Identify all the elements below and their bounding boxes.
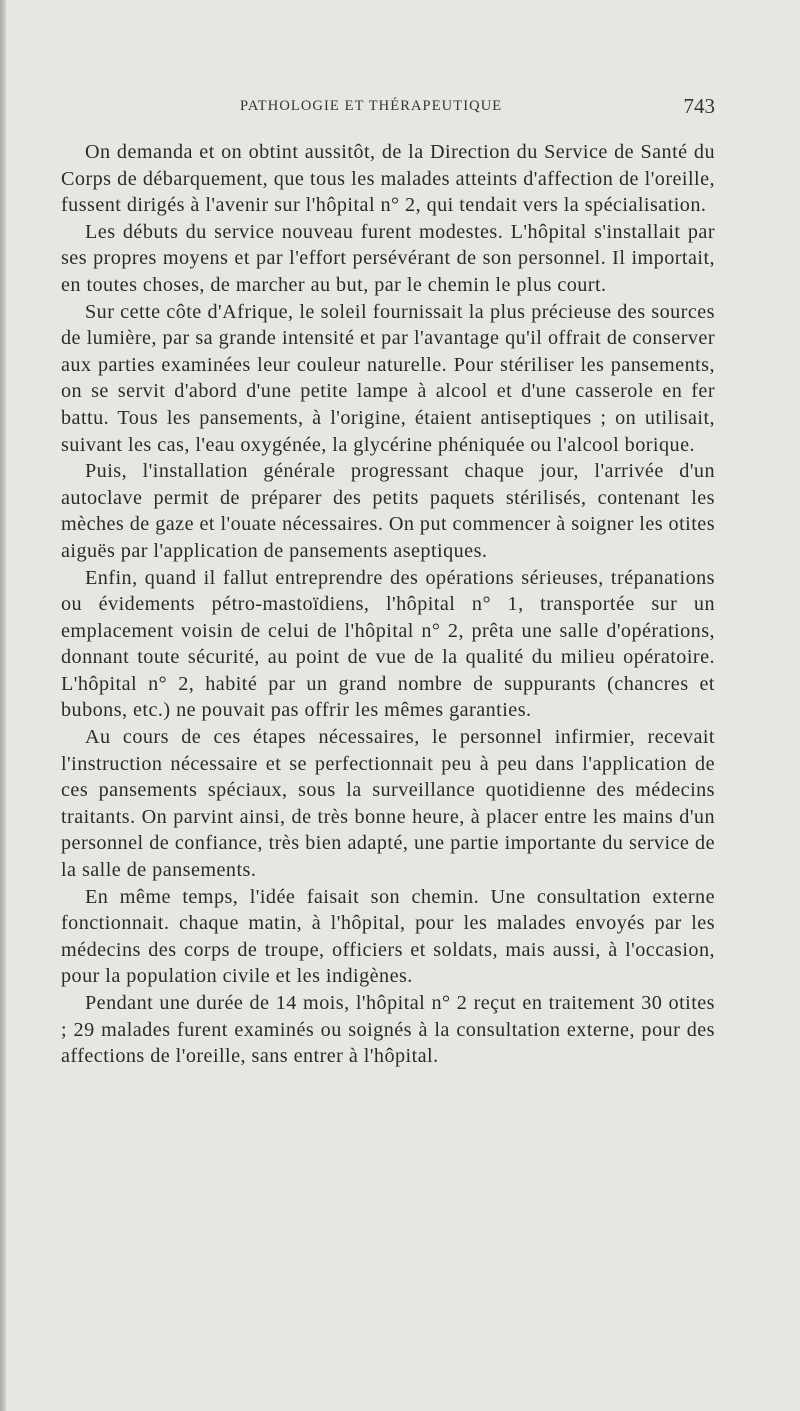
- paragraph: Les débuts du service nouveau furent modestes. L'hôpital s'installait par ses propres moyens et par l'effort persévérant de son personnel. Il importait, en toutes choses, de marcher au but, par le chemin le plus court.: [61, 220, 715, 296]
- page-number: 743: [683, 94, 715, 118]
- paragraph: Pendant une durée de 14 mois, l'hôpital n° 2 reçut en traitement 30 otites ; 29 malades furent examinés ou soignés à la consultation externe, pour des affections de l'oreille, sans entrer à l'hôpital.: [61, 992, 715, 1068]
- paragraph: Au cours de ces étapes nécessaires, le personnel infirmier, recevait l'instruction nécessaire et se perfectionnait peu à peu dans l'application de ces pansements spéciaux, sous la surveillance quotidienne des médecins traitants. On parvint ainsi, de très bonne heure, à placer entre les mains d'un personnel de confiance, très bien adapté, une partie importante du service de la salle de pansements.: [61, 726, 715, 882]
- paragraph: En même temps, l'idée faisait son chemin. Une consultation externe fonctionnait. chaque matin, à l'hôpital, pour les malades envoyés par les médecins des corps de troupe, officiers et soldats, mais aussi, à l'occasion, pour la population civile et les indigènes.: [61, 885, 715, 988]
- running-title: PATHOLOGIE ET THÉRAPEUTIQUE: [240, 98, 503, 114]
- paragraph: Puis, l'installation générale progressant chaque jour, l'arrivée d'un autoclave permit de préparer des petits paquets stérilisés, contenant les mèches de gaze et l'ouate nécessaires. On put commencer à soigner les otites aiguës par l'application de pansements aseptiques.: [61, 460, 715, 562]
- paragraph: Sur cette côte d'Afrique, le soleil fournissait la plus précieuse des sources de lumière, par sa grande intensité et par l'avantage qu'il offrait de conserver aux parties examinées leur couleur naturelle. Pour stériliser les pansements, on se servit d'abord d'une petite lampe à alcool et d'une casserole en fer battu. Tous les pansements, à l'origine, étaient antiseptiques ; on utilisait, suivant les cas, l'eau oxygénée, la glycérine phéniquée ou l'alcool borique.: [61, 300, 715, 456]
- paragraph: On demanda et on obtint aussitôt, de la Direction du Service de Santé du Corps de débarquement, que tous les malades atteints d'affection de l'oreille, fussent dirigés à l'avenir sur l'hôpital n° 2, qui tendait vers la spécialisation.: [61, 141, 715, 217]
- page-binding-edge: [0, 0, 6, 1411]
- paragraph: Enfin, quand il fallut entreprendre des opérations sérieuses, trépanations ou évidements pétro-mastoïdiens, l'hôpital n° 1, transportée sur un emplacement voisin de celui de l'hôpital n° 2, prêta une salle d'opérations, donnant toute sécurité, au point de vue de la qualité du milieu opératoire. L'hôpital n° 2, habité par un grand nombre de suppurants (chancres et bubons, etc.) ne pouvait pas offrir les mêmes garanties.: [61, 566, 715, 722]
- body-text: [61, 139, 715, 1070]
- running-header: [240, 94, 715, 122]
